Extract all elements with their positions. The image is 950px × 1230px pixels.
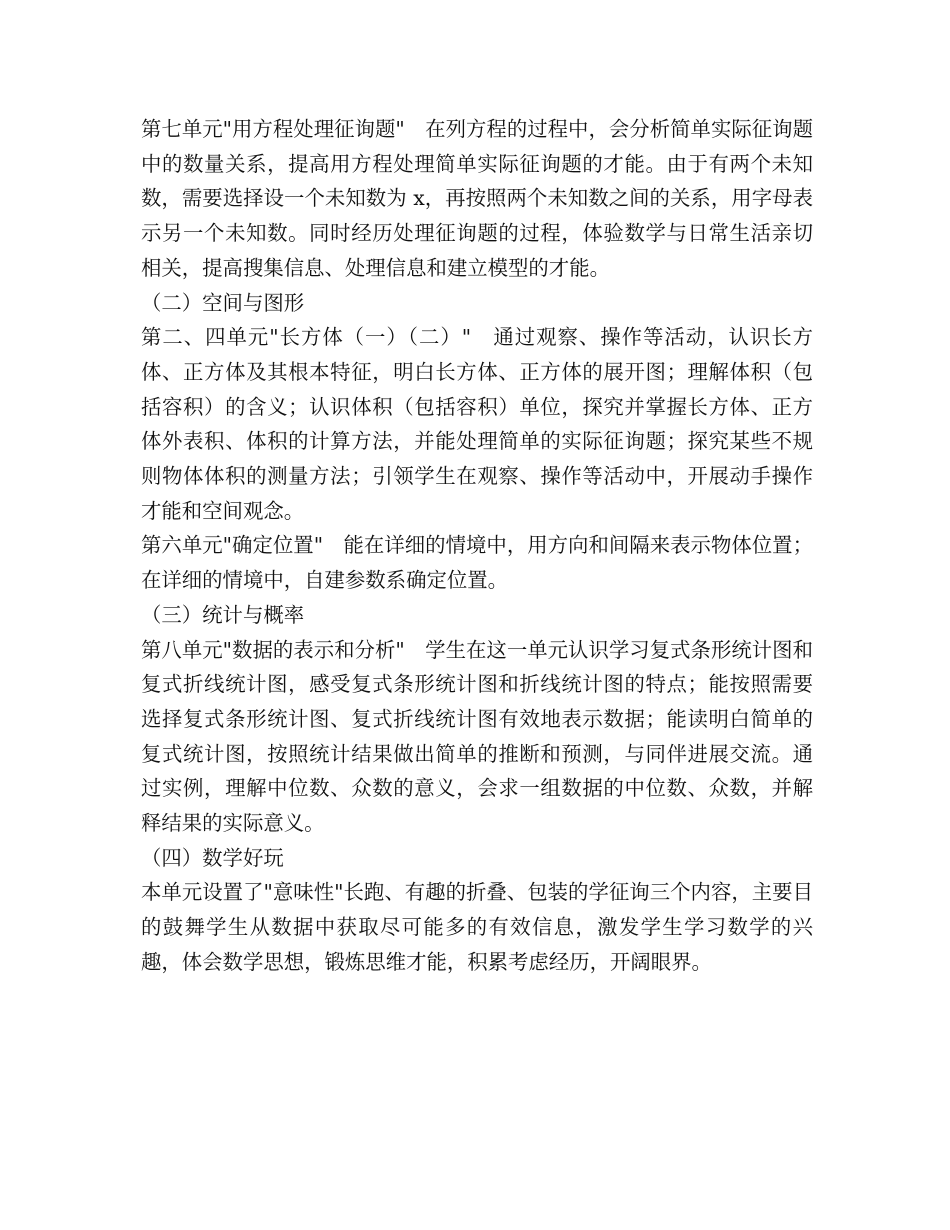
unit-8-paragraph: 第八单元"数据的表示和分析" 学生在这一单元认识学习复式条形统计图和复式折线统计图，感受复式条形统计图和折线统计图的特点；能按照需要选择复式条形统计图、复式折线统计图有效地表示数据；能读明白简单的复式统计图，按照统计结果做出简单的推断和预测，与同伴进展交流。通过实例，理解中位数、众数的意义，会求一组数据的中位数、众数，并解释结果的实际意义。	[141, 637, 813, 836]
unit-7-paragraph: 第七单元"用方程处理征询题" 在列方程的过程中，会分析简单实际征询题中的数量关系，提高用方程处理简单实际征询题的才能。由于有两个未知数，需要选择设一个未知数为 x，再按照两个未知数之间的关系，用字母表示另一个未知数。同时经历处理征询题的过程，体验数学与日常生活亲切相关，提高搜集信息、处理信息和建立模型的才能。	[141, 117, 813, 280]
section-3-heading: （三）统计与概率	[141, 602, 305, 627]
document-body	[141, 112, 813, 980]
section-2-heading: （二）空间与图形	[141, 290, 305, 315]
section-4-heading: （四）数学好玩	[141, 845, 284, 870]
unit-6-paragraph: 第六单元"确定位置" 能在详细的情境中，用方向和间隔来表示物体位置；在详细的情境中，自建参数系确定位置。	[141, 533, 813, 593]
unit-2-4-paragraph: 第二、四单元"长方体（一）（二）" 通过观察、操作等活动，认识长方体、正方体及其根本特征，明白长方体、正方体的展开图；理解体积（包括容积）的含义；认识体积（包括容积）单位，探究并掌握长方体、正方体外表积、体积的计算方法，并能处理简单的实际征询题；探究某些不规则物体体积的测量方法；引领学生在观察、操作等活动中，开展动手操作才能和空间观念。	[141, 325, 813, 523]
math-fun-paragraph: 本单元设置了"意味性"长跑、有趣的折叠、包装的学征询三个内容，主要目的鼓舞学生从数据中获取尽可能多的有效信息，激发学生学习数学的兴趣，体会数学思想，锻炼思维才能，积累考虑经历，开阔眼界。	[141, 880, 813, 974]
